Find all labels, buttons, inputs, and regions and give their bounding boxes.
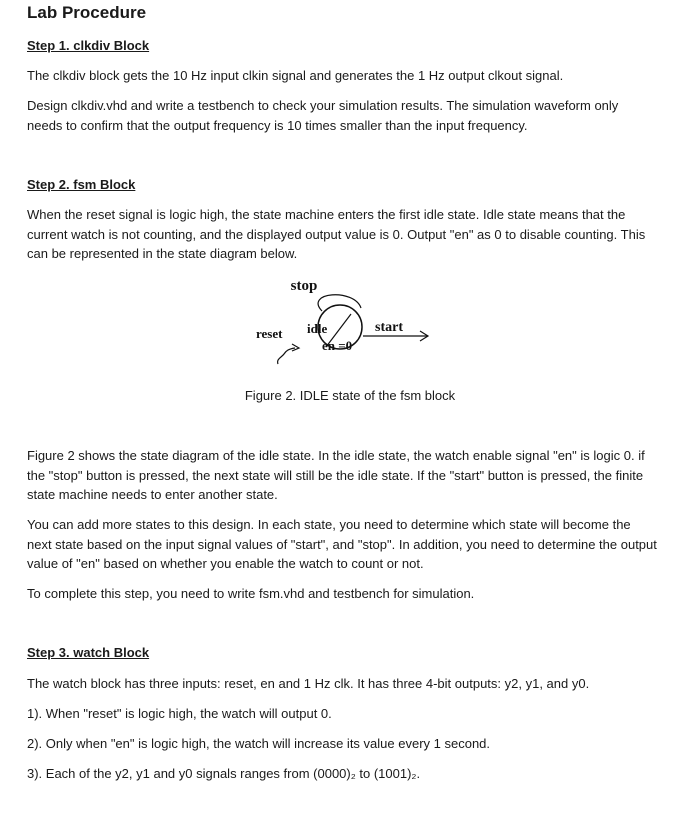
step2-heading: Step 2. fsm Block xyxy=(27,177,136,192)
step1-paragraph-1: The clkdiv block gets the 10 Hz input clkin signal and generates the 1 Hz output clkout signal. xyxy=(27,68,564,83)
idle-state-output: en =0 xyxy=(322,338,353,353)
idle-state-name: idle xyxy=(307,321,328,336)
step1-paragraph-2: Design clkdiv.vhd and write a testbench to check your simulation results. The simulation waveform only needs to confirm that the output frequency is 10 times smaller than the input frequency. xyxy=(27,98,619,133)
reset-label: reset xyxy=(256,326,283,341)
start-label: start xyxy=(375,320,403,335)
step3-list-item: 1). When "reset" is logic high, the watch will output 0. xyxy=(27,706,332,721)
idle-state-diagram xyxy=(240,272,440,367)
reset-arrowhead xyxy=(292,344,299,351)
step2-paragraph-2: Figure 2 shows the state diagram of the idle state. In the idle state, the watch enable signal "en" is logic 0. if the "stop" button is pressed, the next state will still be the idle state. If the "start" button is pressed, the finite state machine needs to enter another state. xyxy=(27,448,645,503)
step2-paragraph-3: You can add more states to this design. In each state, you need to determine which state will become the next state based on the input signal values of "start", and "stop". In addition, you need to determine the output value of "en" based on whether you enable the watch to count or not. xyxy=(27,517,657,572)
step3-heading: Step 3. watch Block xyxy=(27,645,150,660)
step1-heading: Step 1. clkdiv Block xyxy=(27,38,150,53)
stop-label: stop xyxy=(290,278,318,294)
step3-list-item: 2). Only when "en" is logic high, the watch will increase its value every 1 second. xyxy=(27,736,491,751)
page-title: Lab Procedure xyxy=(27,3,147,22)
step3-list-item: 3). Each of the y2, y1 and y0 signals ranges from (0000)₂ to (1001)₂. xyxy=(27,766,421,781)
step2-paragraph-4: To complete this step, you need to write fsm.vhd and testbench for simulation. xyxy=(27,586,475,601)
step3-paragraph-1: The watch block has three inputs: reset, en and 1 Hz clk. It has three 4-bit outputs: y2, y1, and y0. xyxy=(27,676,590,691)
step2-paragraph-1: When the reset signal is logic high, the state machine enters the first idle state. Idle state means that the current watch is not counting, and the displayed output value is 0. Output "en" as 0 to disable counting. This can be represented in the state diagram below. xyxy=(27,207,646,262)
figure-caption: Figure 2. IDLE state of the fsm block xyxy=(244,388,456,403)
